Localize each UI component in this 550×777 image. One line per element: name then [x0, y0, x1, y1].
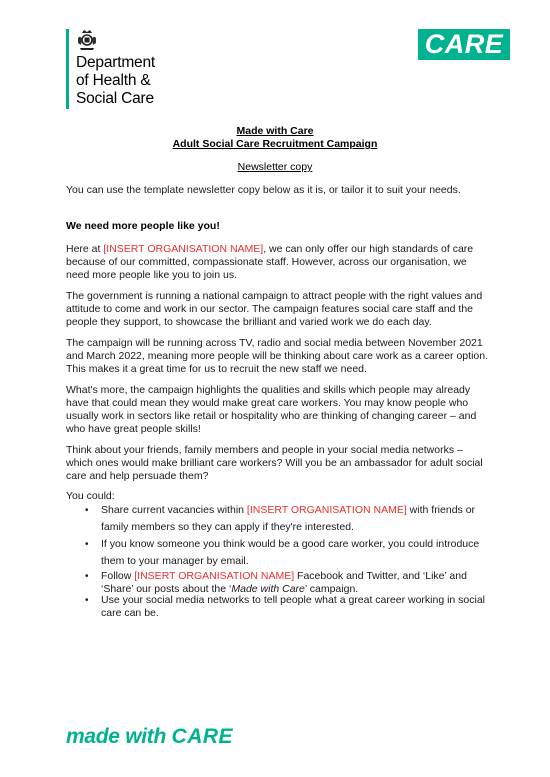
suggestion-list — [66, 502, 496, 620]
organisation-placeholder: [INSERT ORGANISATION NAME] — [103, 243, 264, 255]
bullet-icon: • — [85, 571, 89, 582]
dhsc-logo — [66, 29, 176, 111]
paragraph-1-start: Here at — [66, 243, 104, 255]
campaign-name: Made with Care — [231, 583, 305, 595]
list-item-text-start: Follow — [101, 570, 135, 582]
paragraph-1 — [66, 243, 488, 282]
document-subtitle: Newsletter copy — [237, 161, 313, 173]
document-title: Made with Care — [236, 125, 314, 137]
department-name-line2: of Health & — [76, 72, 151, 89]
list-item-text-end: with friends or family members so they can apply if they're interested. — [101, 504, 476, 533]
bullet-icon: • — [85, 505, 89, 516]
organisation-placeholder: [INSERT ORGANISATION NAME] — [134, 570, 295, 582]
list-item — [66, 594, 496, 620]
royal-crest-icon — [76, 29, 98, 51]
care-badge-logo: CARE — [418, 29, 510, 60]
logo-bar — [66, 29, 69, 109]
paragraph-4: What's more, the campaign highlights the qualities and skills which people may already have that could mean they would make great care workers. You may know people who usually work in sectors like retail or hospitality who are thinking of changing career – and who have great people skills! — [66, 384, 477, 435]
list-item-text: Use your social media networks to tell people what a great career working in social care can be. — [101, 594, 486, 619]
list-item-text: If you know someone you think would be a good care worker, you could introduce them to your manager by email. — [101, 538, 480, 567]
list-item — [66, 502, 496, 536]
paragraph-2: The government is running a national campaign to attract people with the right values and attitude to come and work in our sector. The campaign features social care staff and the people they support, to showcase the brilliant and varied work we do each day. — [66, 290, 483, 328]
department-name — [76, 54, 155, 108]
paragraph-3: The campaign will be running across TV, radio and social media between November 2021 and March 2022, meaning more people will be thinking about care work as a career option. This makes it a great time for us to recruit the new staff we need. — [66, 337, 488, 375]
department-name-line1: Department — [76, 54, 155, 71]
list-lead: You could: — [66, 490, 115, 502]
section-heading: We need more people like you! — [66, 220, 220, 232]
footer-logo-prefix: made with — [66, 725, 172, 748]
intro-paragraph: You can use the template newsletter copy below as it is, or tailor it to suit your needs. — [66, 184, 461, 196]
bullet-icon: • — [85, 595, 89, 606]
made-with-care-logo — [66, 725, 233, 749]
document-title-secondary: Adult Social Care Recruitment Campaign — [172, 138, 378, 150]
department-name-line3: Social Care — [76, 90, 154, 107]
organisation-placeholder: [INSERT ORGANISATION NAME] — [246, 504, 407, 516]
list-item-text-end: ’ campaign. — [304, 583, 359, 595]
list-item-text-start: Share current vacancies within — [101, 504, 247, 516]
list-item — [66, 536, 496, 570]
list-item — [66, 570, 496, 594]
paragraph-1-end: , we can only offer our high standards of care because of our committed, compassionate staff. However, across our organisation, we need more people like you to join us. — [66, 243, 474, 281]
paragraph-5: Think about your friends, family members and people in your social media networks – which ones would make brilliant care workers? Will you be an ambassador for adult social care and help persuade them? — [66, 444, 483, 482]
bullet-icon: • — [85, 539, 89, 550]
footer-logo-word: CARE — [171, 725, 234, 748]
list-item-text-middle: Facebook and Twitter, and ‘Like’ and ‘Share’ our posts about the ‘ — [101, 570, 467, 595]
